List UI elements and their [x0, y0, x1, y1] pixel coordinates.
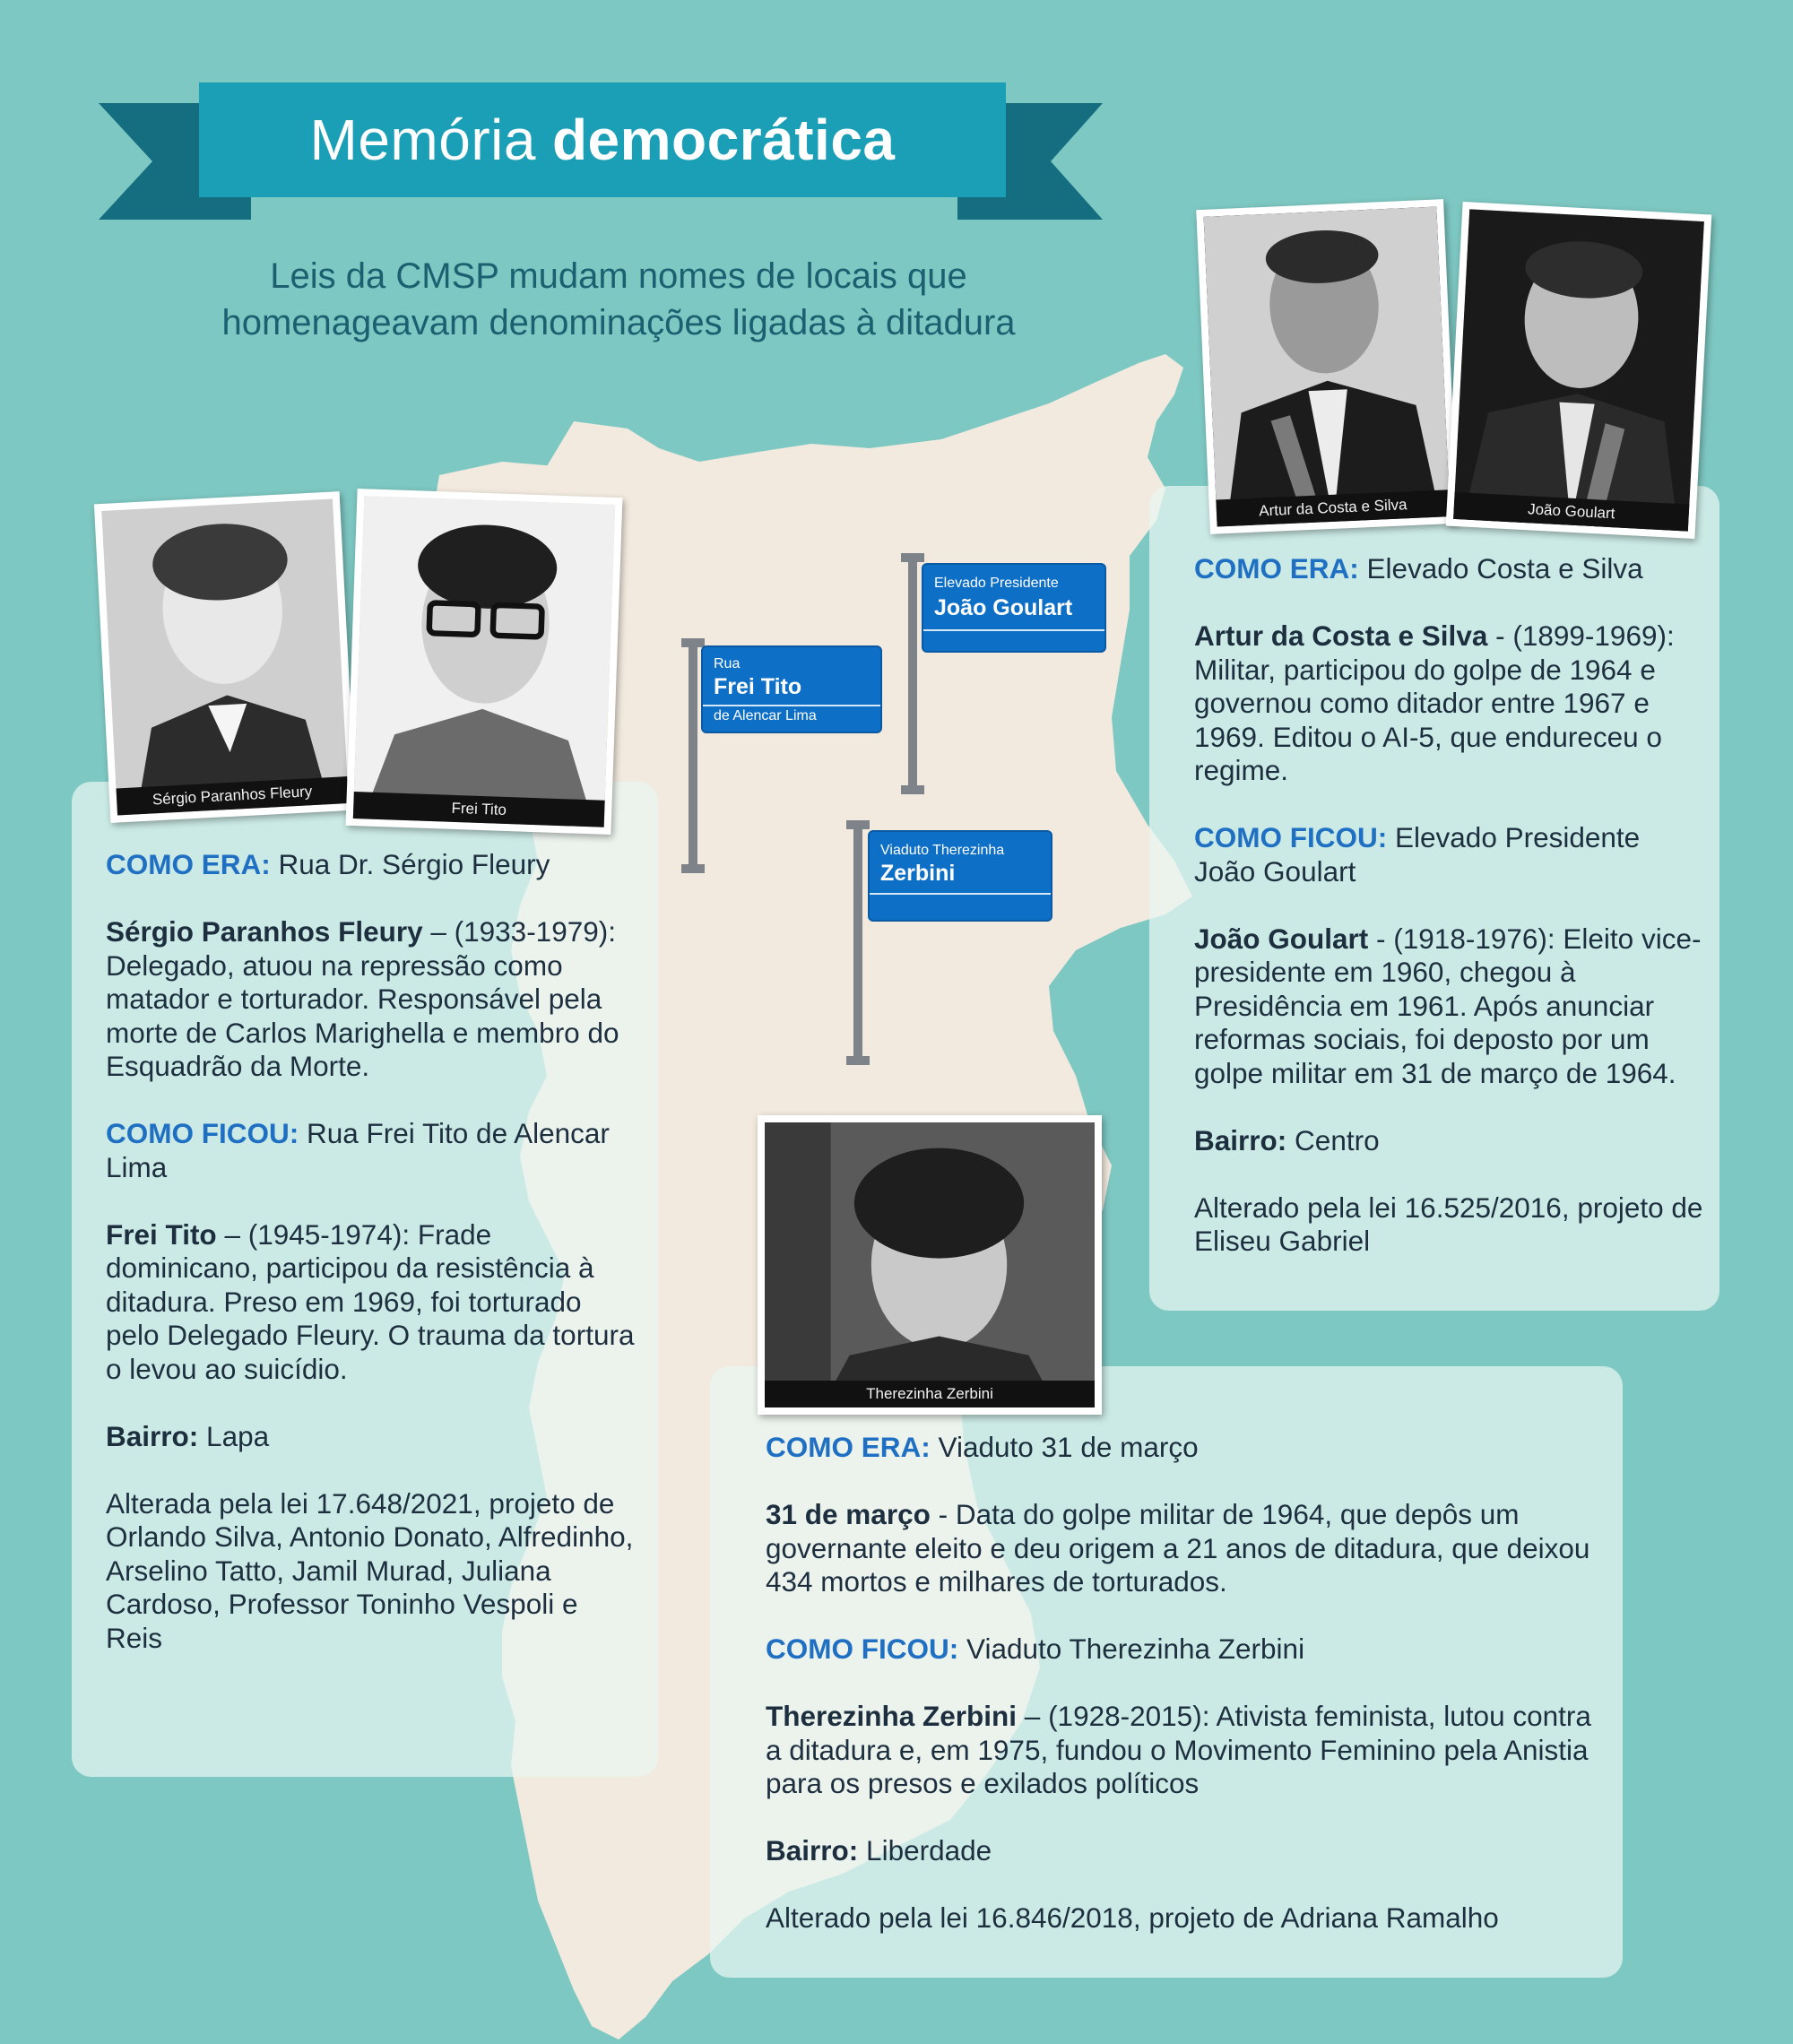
person-bio: – (1945-1974): Frade dominicano, participou da resistência à ditadura. Preso em 1969, foi torturado pelo Delegado Fleury. O trauma da tortura o levou ao suicídio. — [106, 1217, 635, 1385]
photo-caption: Frei Tito — [353, 792, 605, 827]
como-ficou-label: COMO FICOU: — [106, 1117, 299, 1149]
bairro-label: Bairro: — [106, 1419, 199, 1452]
right-bairro — [1194, 1124, 1705, 1158]
bottom-box-text — [766, 1431, 1599, 1936]
sign-rule — [870, 893, 1051, 895]
sign-big-text: Zerbini — [880, 861, 956, 886]
bottom-person2 — [766, 1700, 1599, 1801]
bottom-bairro — [766, 1834, 1599, 1868]
person-name: Therezinha Zerbini — [766, 1700, 1018, 1732]
left-como-ficou — [106, 1117, 635, 1184]
como-ficou-value: Rua Frei Tito de Alencar Lima — [106, 1117, 610, 1183]
sign-pole-cap — [846, 820, 870, 829]
person-name: 31 de março — [766, 1498, 931, 1530]
street-sign-joao-goulart — [922, 563, 1106, 653]
como-era-label: COMO ERA: — [106, 848, 271, 880]
portrait-image — [1453, 209, 1704, 531]
photo-caption: Sérgio Paranhos Fleury — [117, 776, 349, 815]
person-name: Sérgio Paranhos Fleury — [106, 915, 423, 948]
street-sign-frei-tito — [701, 645, 882, 733]
title-bold: democrática — [551, 108, 896, 172]
left-bairro — [106, 1420, 635, 1454]
photo-fleury — [94, 491, 356, 823]
como-ficou-value: Elevado Presidente João Goulart — [1194, 821, 1641, 888]
left-box-text — [106, 848, 635, 1655]
portrait-image — [353, 496, 615, 827]
photo-caption: Artur da Costa e Silva — [1216, 489, 1450, 526]
bottom-person1 — [766, 1498, 1599, 1599]
photo-caption: João Goulart — [1453, 492, 1689, 532]
sign-big-text: Frei Tito — [714, 674, 802, 699]
sign-pole-base — [846, 1056, 870, 1065]
right-law: Alterado pela lei 16.525/2016, projeto de Eliseu Gabriel — [1194, 1191, 1703, 1257]
portrait-image — [765, 1122, 1095, 1407]
sign-pole-zerbini — [853, 820, 862, 1062]
left-como-era — [106, 848, 635, 882]
sign-pole-base — [681, 864, 705, 873]
title-banner — [199, 82, 1006, 197]
bairro-value: Centro — [1295, 1123, 1380, 1156]
sign-small-text: Elevado Presidente — [934, 576, 1059, 591]
sign-pole-cap — [901, 553, 924, 562]
portrait-image — [101, 498, 348, 815]
street-sign-zerbini — [868, 830, 1052, 922]
bottom-law: Alterado pela lei 16.846/2018, projeto de Adriana Ramalho — [766, 1901, 1499, 1934]
photo-therezinha-zerbini — [758, 1115, 1102, 1415]
como-era-value: Viaduto 31 de março — [938, 1431, 1199, 1463]
subtitle-line-2: homenageavam denominações ligadas à ditadura — [221, 303, 1016, 342]
sign-rule — [923, 629, 1104, 631]
sign-rule — [703, 705, 880, 706]
portrait-image — [1204, 206, 1451, 526]
left-law: Alterada pela lei 17.648/2021, projeto de Orlando Silva, Antonio Donato, Alfredinho, Arselino Tatto, Jamil Murad, Juliana Cardoso, Professor Toninho Vespoli e Reis — [106, 1486, 634, 1654]
photo-joao-goulart — [1446, 202, 1712, 539]
person-name: Frei Tito — [106, 1217, 217, 1251]
sign-bottom-text: de Alencar Lima — [714, 708, 817, 723]
sign-pole-goulart — [908, 553, 917, 791]
sign-small-text: Rua — [714, 656, 741, 671]
como-era-label: COMO ERA: — [766, 1431, 931, 1463]
como-ficou-value: Viaduto Therezinha Zerbini — [966, 1633, 1305, 1665]
right-como-era — [1194, 552, 1705, 586]
subtitle-line-1: Leis da CMSP mudam nomes de locais que — [270, 256, 967, 296]
person-name: João Goulart — [1194, 922, 1369, 955]
como-era-value: Elevado Costa e Silva — [1366, 552, 1643, 585]
right-person2 — [1194, 922, 1705, 1091]
sign-big-text: João Goulart — [934, 595, 1073, 620]
sign-small-text: Viaduto Therezinha — [880, 843, 1005, 858]
bairro-value: Liberdade — [866, 1834, 992, 1866]
bottom-como-era — [766, 1431, 1599, 1465]
person-bio: – (1933-1979): Delegado, atuou na repressão como matador e torturador. Responsável pela morte de Carlos Marighella e membro do Esquadrão da Morte. — [106, 915, 619, 1082]
sign-pole-frei-tito — [689, 638, 697, 871]
como-ficou-label: COMO FICOU: — [1194, 821, 1388, 853]
photo-caption: Therezinha Zerbini — [765, 1381, 1095, 1407]
bottom-como-ficou — [766, 1633, 1599, 1667]
left-person1 — [106, 915, 635, 1084]
right-person1 — [1194, 619, 1705, 788]
sign-pole-base — [901, 785, 924, 794]
como-era-value: Rua Dr. Sérgio Fleury — [278, 848, 550, 880]
person-bio: - (1918-1976): Eleito vice-presidente em 1960, chegou à Presidência em 1961. Após anunciar reformas sociais, foi deposto por um golpe militar em 31 de março de 1964. — [1194, 922, 1702, 1089]
person-bio: - (1899-1969): Militar, participou do golpe de 1964 e governou como ditador entre 1967 e 1969. Editou o AI-5, que endureceu o regime. — [1194, 619, 1675, 786]
subtitle — [90, 253, 1148, 346]
photo-frei-tito — [346, 489, 623, 835]
bairro-label: Bairro: — [766, 1834, 859, 1866]
left-person2 — [106, 1218, 635, 1387]
photo-costa-silva — [1196, 199, 1458, 534]
bairro-label: Bairro: — [1194, 1123, 1287, 1156]
right-box-text — [1194, 552, 1705, 1259]
person-bio: - Data do golpe militar de 1964, que depôs um governante eleito e deu origem a 21 anos de ditadura, que deixou 434 mortos e milhares de torturados. — [766, 1498, 1590, 1598]
person-name: Artur da Costa e Silva — [1194, 619, 1488, 652]
como-era-label: COMO ERA: — [1194, 552, 1359, 585]
right-como-ficou — [1194, 821, 1705, 888]
como-ficou-label: COMO FICOU: — [766, 1633, 959, 1665]
title-light: Memória — [309, 108, 536, 172]
bairro-value: Lapa — [206, 1419, 270, 1452]
person-bio: – (1928-2015): Ativista feminista, lutou contra a ditadura e, em 1975, fundou o Movimento Feminino pela Anistia para os presos e exilados políticos — [766, 1700, 1591, 1799]
sign-pole-cap — [681, 638, 705, 647]
